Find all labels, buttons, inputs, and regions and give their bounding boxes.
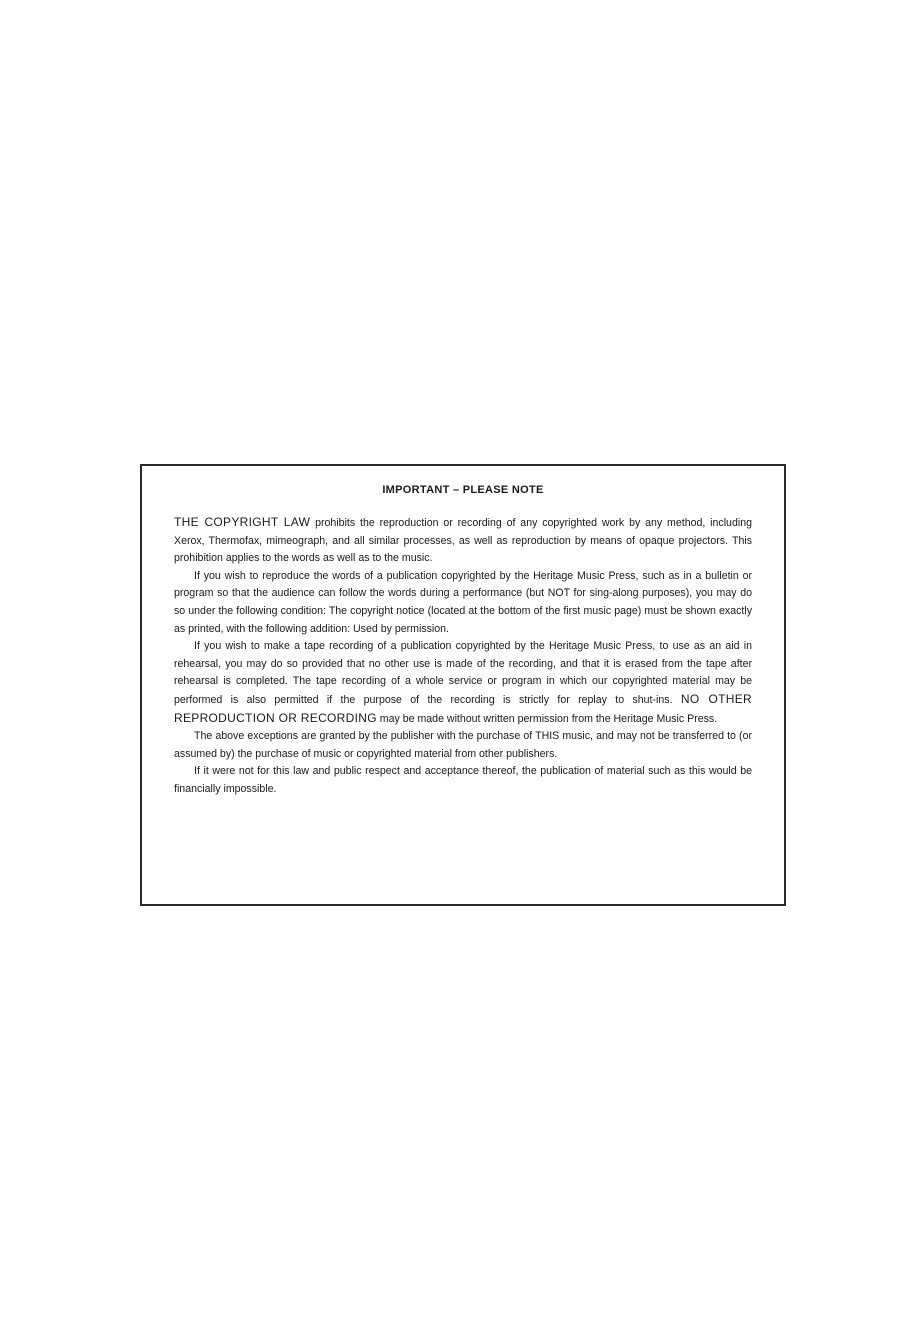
notice-paragraph-reproduce-words: If you wish to reproduce the words of a publication copyrighted by the Heritage Music Press, such as in a bulletin or program so that the audience can follow the words during a performance (but NOT for sing-along purposes), you may do so under the following condition: The copyright notice (located at the bottom of the first music page) must be shown exactly as printed, with the following addition: Used by permission. <box>174 569 752 635</box>
notice-paragraph-tape-recording <box>174 638 752 728</box>
copyright-law-text: prohibits the reproduction or recording of any copyrighted work by any method, including Xerox, Thermofax, mimeograph, and all similar processes, as well as reproduction by means of opaque projectors. This prohibition applies to the words as well as to the music. <box>174 517 752 565</box>
notice-paragraph-copyright-law <box>174 514 752 568</box>
tape-recording-tail: may be made without written permission from the Heritage Music Press. <box>376 712 718 725</box>
no-other-reproduction: NO OTHER REPRODUCTION OR RECORDING <box>174 691 752 725</box>
notice-title: IMPORTANT – PLEASE NOTE <box>382 484 544 496</box>
copyright-law-lead: THE COPYRIGHT LAW <box>174 515 311 529</box>
notice-paragraph-public-respect: If it were not for this law and public respect and acceptance thereof, the publication of material such as this would be financially impossible. <box>174 765 752 795</box>
notice-paragraph-exceptions: The above exceptions are granted by the publisher with the purchase of THIS music, and may not be transferred to (or assumed by) the purchase of music or copyrighted material from other publishers. <box>174 730 752 760</box>
copyright-notice-box <box>140 464 786 906</box>
tape-recording-text: If you wish to make a tape recording of a publication copyrighted by the Heritage Music Press, to use as an aid in rehearsal, you may do so provided that no other use is made of the recording, and that it is erased from the tape after rehearsal is completed. The tape recording of a whole service or program in which our copyrighted material may be performed is also permitted if the purpose of the recording is strictly for replay to shut-ins. <box>174 640 752 706</box>
